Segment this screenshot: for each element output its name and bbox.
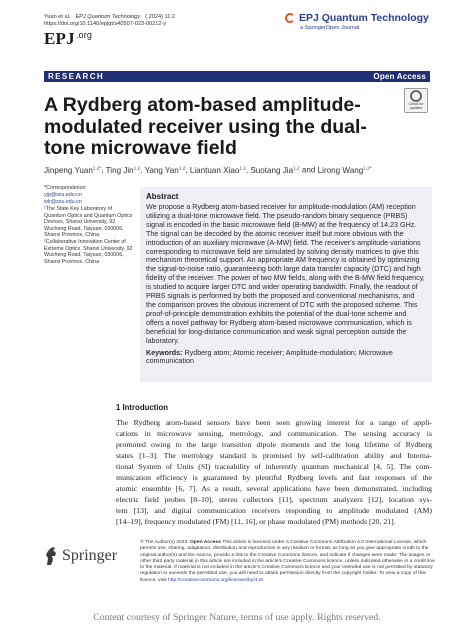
text-line: atomic ensemble [6, 7]. As a result, several applications have been demonstrated, including <box>116 484 432 494</box>
affiliations <box>44 185 134 266</box>
affiliation-1: ¹The State Key Laboratory of Quantum Optics and Quantum Optics Devices, Shanxi University, 92 Wucheng Road, Taiyuan, 030006, Shanxi Province, China <box>44 206 133 238</box>
keywords: Keywords: Rydberg atom; Atomic receiver; Amplitude-modulation; Microwave communication <box>146 348 393 366</box>
check-updates-icon <box>410 90 422 102</box>
citation-authors: Yuan et al. <box>44 14 71 20</box>
citation-journal: EPJ Quantum Technology <box>75 14 141 20</box>
text-line: tem [13], and digital communication receivers responding to amplitude modulated (AM) <box>116 506 432 516</box>
author[interactable]: Lirong Wang$^{1,2*}$ <box>317 165 372 175</box>
intro-paragraph <box>116 417 432 527</box>
journal-brand <box>285 12 435 31</box>
abstract-body: We propose a Rydberg atom-based receiver for amplitude-modulation (AM) reception utilizing a dual-tone microwave field. The pseudo-random binary sequence (PRBS) signal is encoded in the basic microwave field (B-MW) at the frequency of 14.23 GHz. The signal can be decoded by the atomic receiver itself but more obvious with the introduction of an auxiliary microwave (A-MW) field. The receiver's amplitude variations corresponding to microwave field are simulated by solving density matrices to give this mechanism theoretical support. An appropriate AM frequency is obtained by optimizing the signal-to-noise ratio, guaranteeing both large data transfer capacity (DTC) and high fidelity of the receiver. The power of two MW fields, along with the B-MW field frequency, is studied to acquire larger DTC and wider operating bandwidth. Finally, the readout of PRBS signals is performed by both the proposed and conventional mechanisms, and the comparison proves the obvious increment of DTC with the proposed scheme. This proof-of-principle demonstration exhibits the potential of the dual-tone scheme and offers a novel pathway for Rydberg atom-based microwave communication, which is beneficial for long-distance communication and weak signal perception outside the laboratory. <box>146 203 425 345</box>
article-type-banner <box>44 71 430 82</box>
text-line: tional System of Units (SI) traceability of inherently quantum mechanical [4, 5]. The com- <box>116 462 432 472</box>
email-link[interactable]: wlr@sxu.edu.cn <box>44 199 82 205</box>
author[interactable]: Liantuan Xiao$^{1,2}$ <box>189 165 246 175</box>
author[interactable]: Suotang Jia$^{1,2}$ <box>250 165 300 175</box>
text-line: munication efficiency is guaranteed by plentiful Rydberg levels and fast responses of the <box>116 473 432 483</box>
license-notice: © The Author(s) 2023. Open Access This article is licensed under a Creative Commons Attribution 4.0 International License, which permits use, sharing, adaptation, distribution and reproduction in any medium or format, as long as you give appropriate credit to the original author(s) and the source, provide a link to the Creative Commons licence, and indicate if changes were made. The images or other third party material in this article are included in the article's Creative Commons licence, unless indicated otherwise in a credit line to the material. If material is not included in the article's Creative Commons licence and your intended use is not permitted by statutory regulation or exceeds the permitted use, you will need to obtain permission directly from the copyright holder. To view a copy of this licence, visit http://creativecommons.org/licenses/by/4.0/. <box>140 540 435 583</box>
text-line: The Rydberg atom-based sensors have been seen growing interest for a range of appli- <box>116 418 432 427</box>
epj-logo: $EPJ^{.org}$ <box>44 29 93 48</box>
abstract-box <box>140 187 432 382</box>
author[interactable]: Ting Jin$^{1,2}$ <box>105 165 141 175</box>
text-line: promoted owing to the large transition dipole moments and the long lifetime of Rydberg <box>116 440 432 450</box>
section-heading: 1 Introduction <box>116 403 168 412</box>
journal-name: EPJ Quantum Technology <box>299 12 429 24</box>
springer-horse-icon <box>44 546 58 566</box>
text-line: cations in microwave sensing, metrology, and communication. The sensing accuracy is <box>116 429 432 439</box>
springeropen-icon <box>285 13 295 23</box>
springer-logo <box>44 546 117 566</box>
article-title: A Rydberg atom-based amplitude-modulated receiver using the dual-tone microwave field <box>44 94 367 159</box>
journal-sub: a SpringerOpen Journal <box>300 25 360 31</box>
doi-link[interactable]: https://doi.org/10.1140/epjqt/s40507-023-00212-y <box>44 21 167 27</box>
affiliation-2: ²Collaborative Innovation Center of Extreme Optics, Shanxi University, 92 Wucheng Road, Taiyuan, 030006, Shanxi Province, China <box>44 239 133 265</box>
citation-year-page: ( 2024) 11:2 <box>145 14 175 20</box>
open-access-label: Open Access <box>373 72 426 81</box>
running-header <box>44 14 175 28</box>
author-list: Jinpeng Yuan$^{1,2*}$, Ting Jin$^{1,2}$, Yang Yan$^{1,2}$, Liantuan Xiao$^{1,2}$, Suotang Jia$^{1,2}$ and Lirong Wang$^{1,2*}$ <box>44 165 372 175</box>
text-line: states [1–3]. The metrology standard is promised by self-calibration ability and Interna- <box>116 451 432 461</box>
check-for-updates-badge[interactable]: Check for updates <box>404 88 428 113</box>
abstract-heading: Abstract <box>146 192 179 201</box>
article-type: RESEARCH <box>48 72 105 81</box>
text-line: electric field probes [8–10], stereo collectors [11], spectrum analyzers [12], location sys- <box>116 495 432 505</box>
correspondence-label: *Correspondence: <box>44 185 87 191</box>
text-line: [14–19], frequency modulated (FM) [11, 16], or phase modulated (PM) methods [20, 21]. <box>116 517 396 527</box>
courtesy-notice: Content courtesy of Springer Nature, terms of use apply. Rights reserved. <box>93 612 381 623</box>
publisher-name: Springer <box>62 547 118 564</box>
email-link[interactable]: yjp@sxu.edu.cn <box>44 192 82 198</box>
author[interactable]: Yang Yan$^{1,2}$ <box>144 165 186 175</box>
license-link[interactable]: http://creativecommons.org/licenses/by/4.0/. <box>168 577 265 583</box>
author[interactable]: Jinpeng Yuan$^{1,2*}$ <box>44 165 102 175</box>
